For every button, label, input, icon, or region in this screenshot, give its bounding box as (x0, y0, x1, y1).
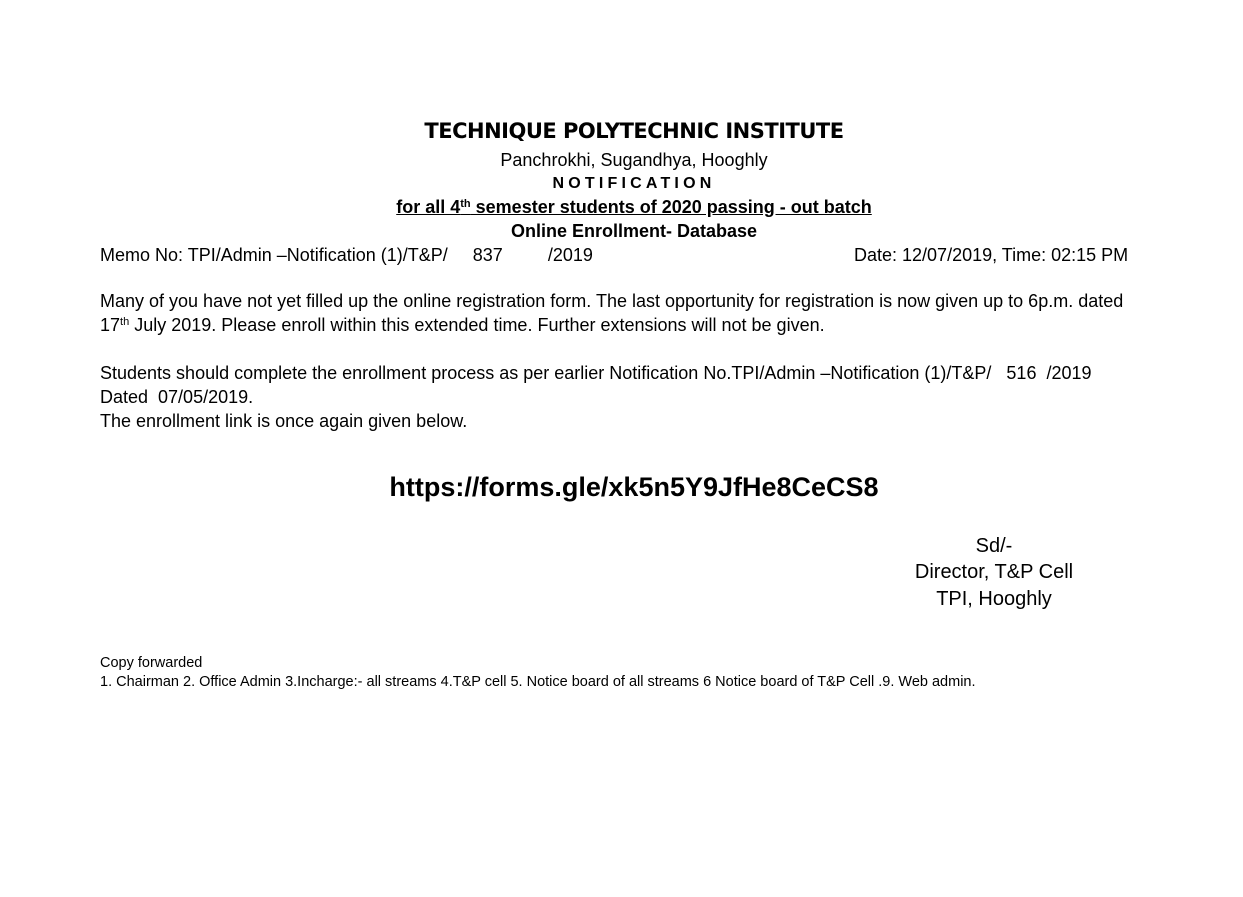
notification-heading: NOTIFICATION (552, 175, 716, 192)
copy-forwarded-label: Copy forwarded (100, 655, 203, 671)
paragraph-enrollment-process (100, 361, 1092, 409)
paragraph-line: Dated 07/05/2019. (100, 387, 254, 407)
audience-suffix: semester students of 2020 passing - out batch (470, 197, 872, 217)
paragraph-registration-extension (100, 289, 1123, 337)
institute-name: TECHNIQUE POLYTECHNIC INSTITUTE (424, 119, 844, 143)
audience-prefix: for all 4 (396, 197, 461, 217)
paragraph-line: Many of you have not yet filled up the online registration form. The last opportunity for registration is now given up to 6p.m. dated (100, 291, 1124, 311)
paragraph-line (100, 313, 1123, 337)
day-ordinal-suffix: th (120, 315, 130, 328)
signature-title: Director, T&P Cell (914, 561, 1074, 583)
paragraph-link-intro: The enrollment link is once again given below. (100, 411, 468, 431)
copy-forwarded-list: 1. Chairman 2. Office Admin 3.Incharge:- all streams 4.T&P cell 5. Notice board of all streams 6 Notice board of T&P Cell .9. Web admin. (100, 674, 976, 690)
memo-date-time: Date: 12/07/2019, Time: 02:15 PM (854, 245, 1129, 265)
paragraph-text: July 2019. Please enroll within this extended time. Further extensions will not be given. (129, 315, 825, 335)
enrollment-link[interactable]: https://forms.gle/xk5n5Y9JfHe8CeCS8 (389, 472, 879, 502)
signature-sd: Sd/- (975, 535, 1013, 557)
signature-place: TPI, Hooghly (936, 588, 1052, 610)
notification-topic: Online Enrollment- Database (510, 221, 758, 241)
memo-number: Memo No: TPI/Admin –Notification (1)/T&P/ 837 /2019 (100, 245, 593, 265)
audience-ordinal-suffix: th (460, 197, 471, 210)
paragraph-line: Students should complete the enrollment process as per earlier Notification No.TPI/Admin –Notification (1)/T&P/ 516 /2019 (100, 363, 1092, 383)
notification-audience (0, 197, 1243, 218)
day-number: 17 (100, 315, 121, 335)
institute-address: Panchrokhi, Sugandhya, Hooghly (500, 150, 768, 170)
